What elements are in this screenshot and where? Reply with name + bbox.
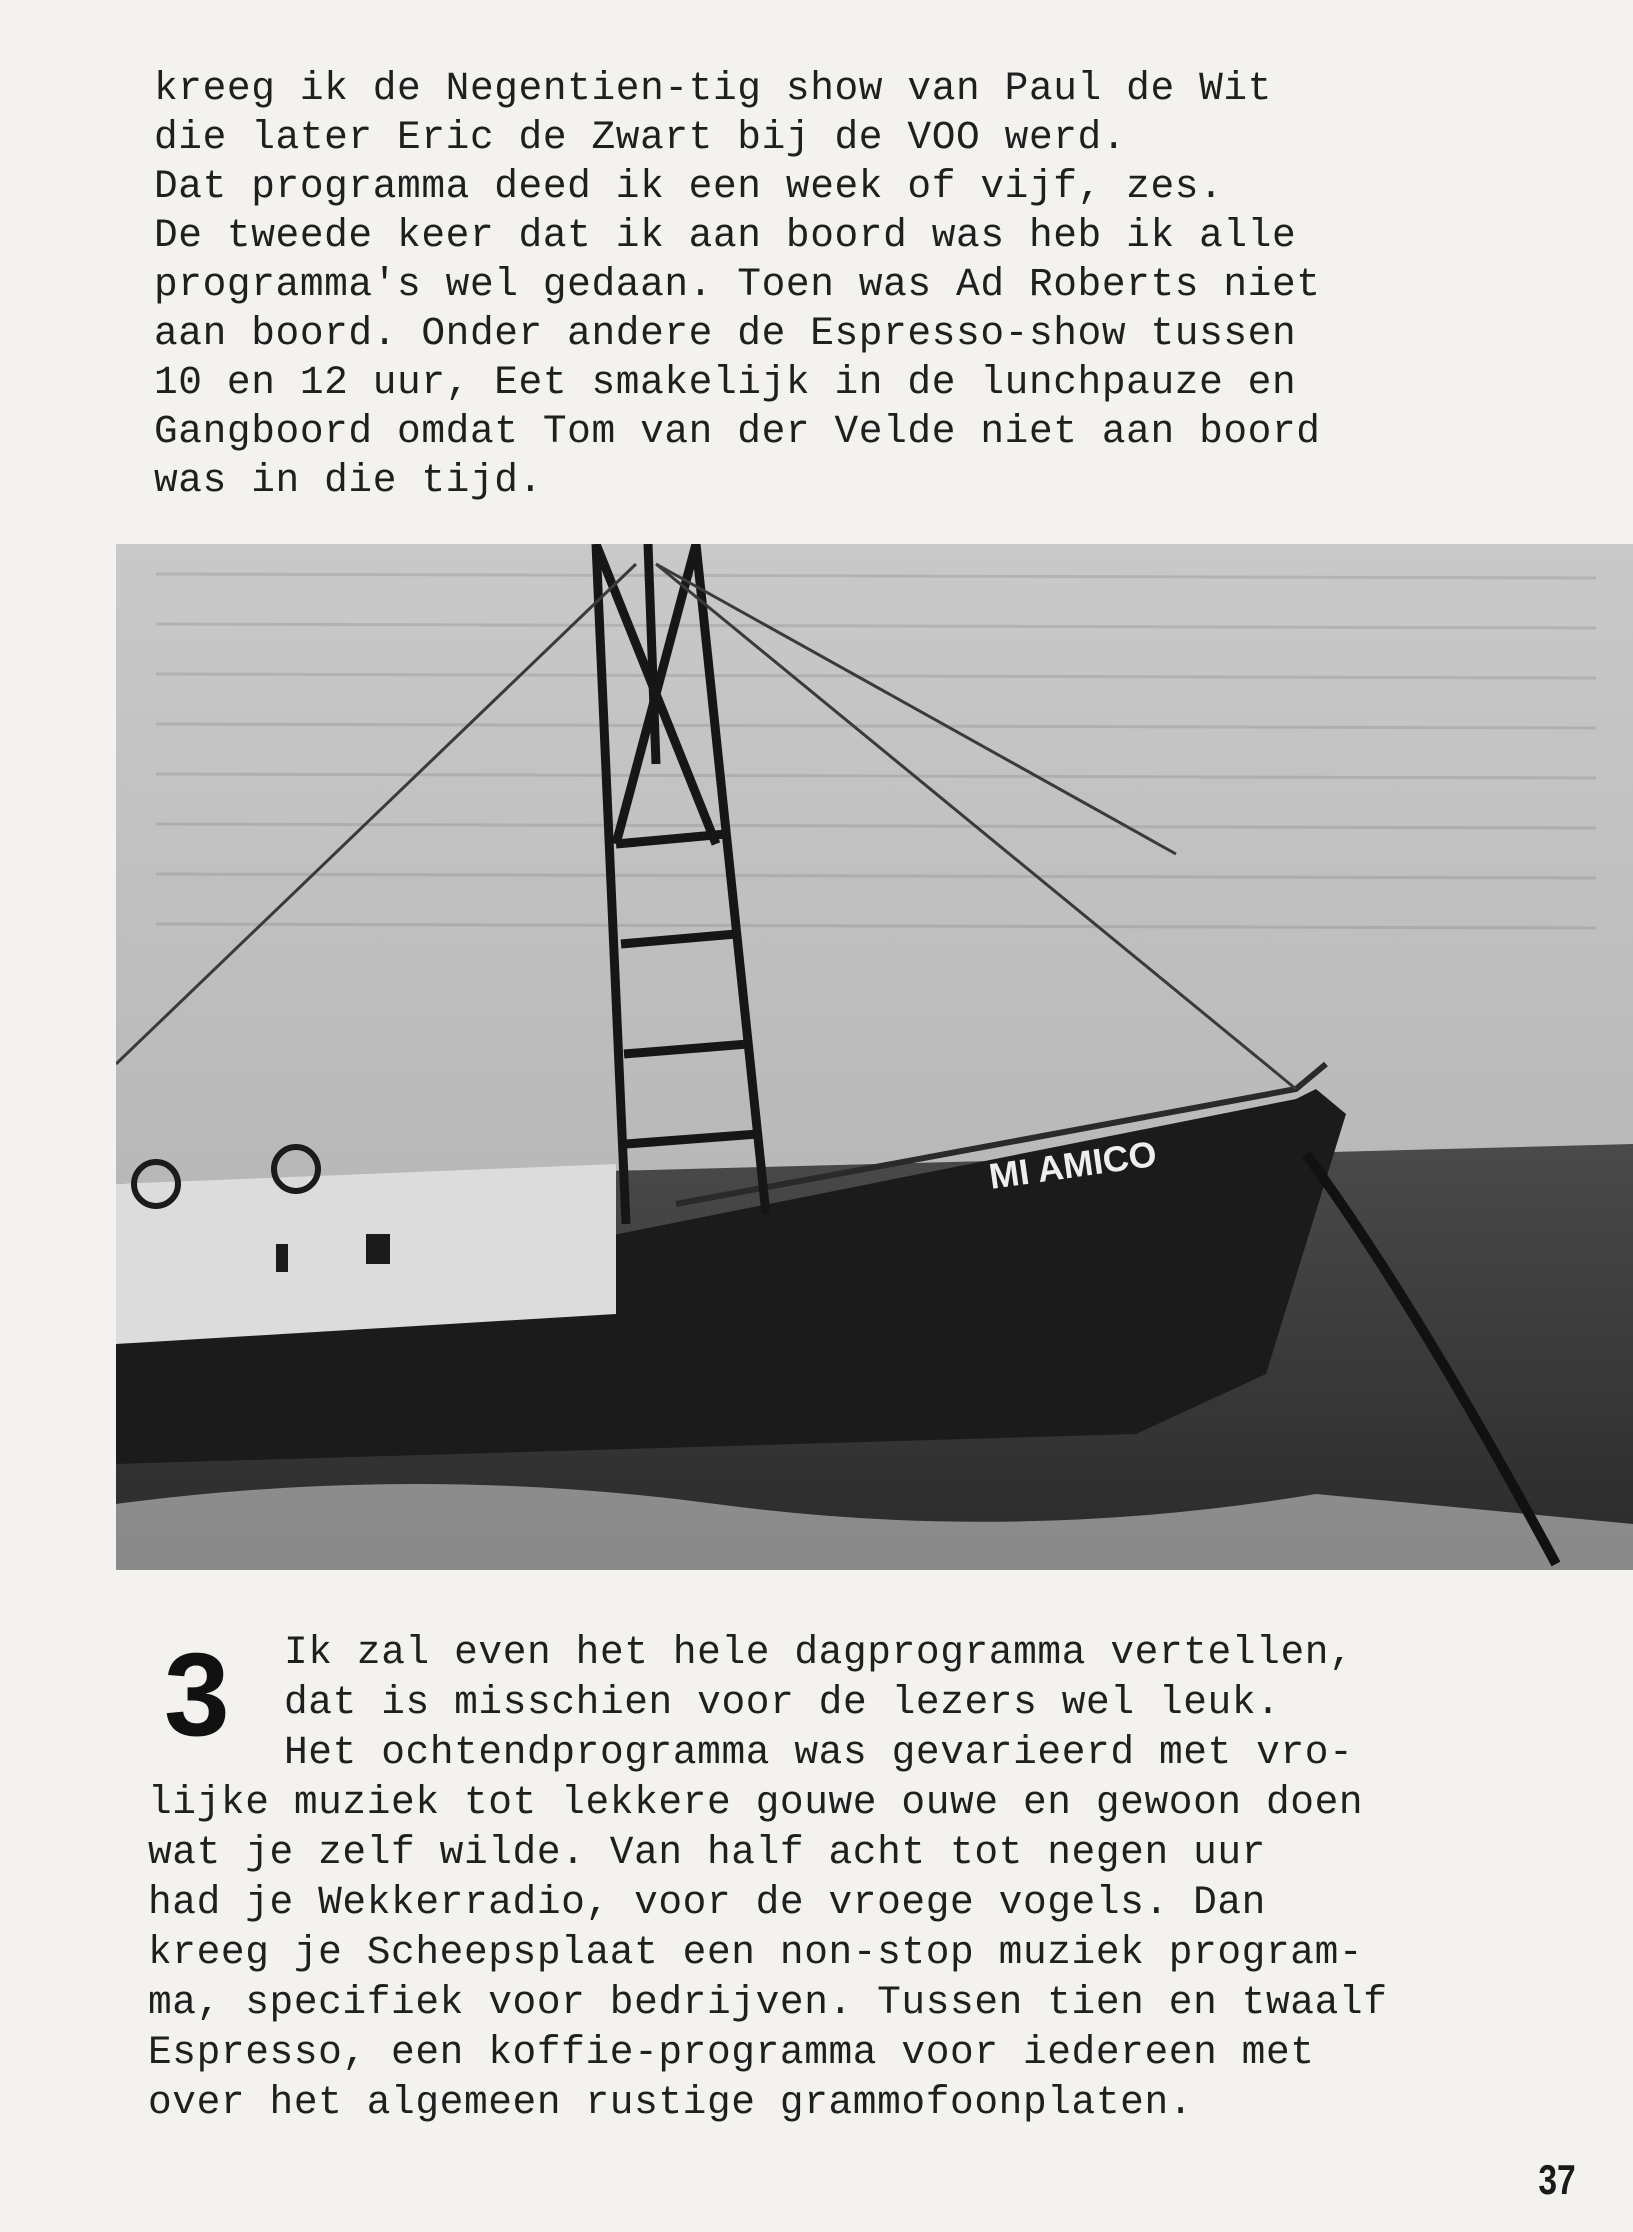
text-line: 10 en 12 uur, Eet smakelijk in de lunchpauze en (154, 360, 1297, 405)
top-paragraph (154, 64, 1494, 505)
text-line: over het algemeen rustige grammofoonplaten. (148, 2080, 1194, 2125)
ship-name-label: MI AMICO (986, 1132, 1160, 1197)
text-line: Espresso, een koffie-programma voor iedereen met (148, 2030, 1315, 2075)
text-line: die later Eric de Zwart bij de VOO werd. (154, 115, 1127, 160)
text-line: kreeg je Scheepsplaat een non-stop muziek program- (148, 1930, 1364, 1975)
text-line: aan boord. Onder andere de Espresso-show tussen (154, 311, 1297, 356)
text-line: Ik zal even het hele dagprogramma vertellen, (284, 1630, 1354, 1675)
text-line: kreeg ik de Negentien-tig show van Paul de Wit (154, 66, 1272, 111)
section-paragraph (148, 1628, 1548, 2128)
text-line: ma, specifiek voor bedrijven. Tussen tien en twaalf (148, 1980, 1388, 2025)
porthole (366, 1234, 390, 1264)
text-line: De tweede keer dat ik aan boord was heb ik alle (154, 213, 1297, 258)
text-line: lijke muziek tot lekkere gouwe ouwe en gewoon doen (148, 1780, 1364, 1825)
text-line: Het ochtendprogramma was gevarieerd met vro- (284, 1730, 1354, 1775)
page-number: 37 (1538, 2156, 1576, 2203)
text-line: was in die tijd. (154, 458, 543, 503)
text-line: Dat programma deed ik een week of vijf, zes. (154, 164, 1224, 209)
ship-photo (116, 544, 1633, 1570)
text-line: dat is misschien voor de lezers wel leuk. (284, 1680, 1281, 1725)
porthole (276, 1244, 288, 1272)
text-line: programma's wel gedaan. Toen was Ad Roberts niet (154, 262, 1321, 307)
section-number: 3 (164, 1629, 230, 1761)
text-line: wat je zelf wilde. Van half acht tot negen uur (148, 1830, 1266, 1875)
text-line: had je Wekkerradio, voor de vroege vogels. Dan (148, 1880, 1266, 1925)
radio-ship-illustration (116, 544, 1633, 1570)
text-line: Gangboord omdat Tom van der Velde niet aan boord (154, 409, 1321, 454)
